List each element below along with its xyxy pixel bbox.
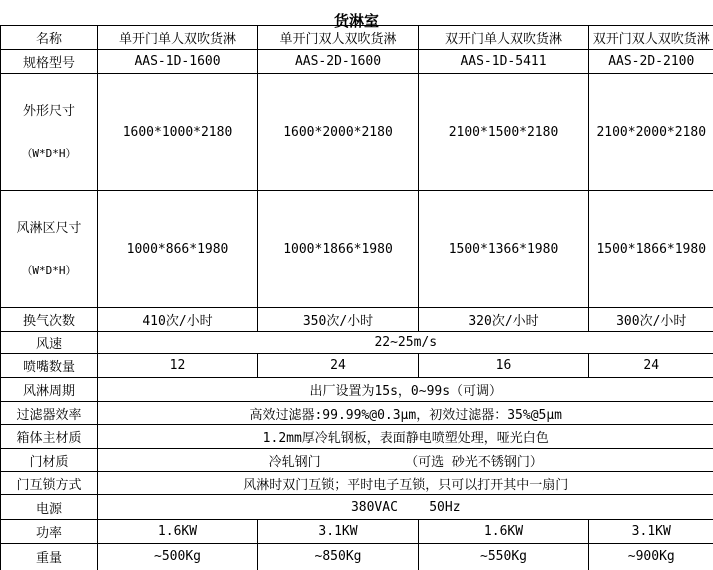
cell-value: ~850Kg xyxy=(258,544,419,570)
cell-merged-value: 出厂设置为15s，0~99s（可调） xyxy=(98,378,713,402)
header-model-4: 双开门双人双吹货淋 xyxy=(589,26,713,50)
page-title: 货淋室 xyxy=(0,0,713,25)
row-label-sub: （W*D*H） xyxy=(3,265,95,277)
row-door-material xyxy=(1,449,713,472)
row-label: 重量 xyxy=(1,544,98,570)
row-label xyxy=(1,191,98,308)
cell-value: 1.6KW xyxy=(98,520,258,544)
cell-merged-value: 1.2mm厚冷轧钢板，表面静电喷塑处理，哑光白色 xyxy=(98,425,713,449)
cell-value: 16 xyxy=(419,354,589,378)
row-label: 风速 xyxy=(1,332,98,354)
row-power xyxy=(1,520,713,544)
row-label-main: 风淋区尺寸 xyxy=(3,221,95,236)
table-header-row xyxy=(1,26,713,50)
cell-value: 410次/小时 xyxy=(98,308,258,332)
cell-value: 1000*1866*1980 xyxy=(258,191,419,308)
cell-value: 1600*2000*2180 xyxy=(258,74,419,191)
row-label: 门材质 xyxy=(1,449,98,472)
row-outer-dimensions xyxy=(1,74,713,191)
row-shower-zone-dimensions xyxy=(1,191,713,308)
cell-value: ~550Kg xyxy=(419,544,589,570)
cell-merged-value: 风淋时双门互锁；平时电子互锁，只可以打开其中一扇门 xyxy=(98,472,713,495)
row-label: 风淋周期 xyxy=(1,378,98,402)
row-weight xyxy=(1,544,713,570)
row-air-speed xyxy=(1,332,713,354)
row-spec-model xyxy=(1,50,713,74)
cell-value: 1.6KW xyxy=(419,520,589,544)
row-power-supply xyxy=(1,495,713,520)
cell-value: 300次/小时 xyxy=(589,308,713,332)
cell-value: 24 xyxy=(258,354,419,378)
cell-merged-value: 高效过滤器:99.99%@0.3μm，初效过滤器：35%@5μm xyxy=(98,402,713,425)
row-label: 规格型号 xyxy=(1,50,98,74)
cell-value: ~900Kg xyxy=(589,544,713,570)
row-filter-efficiency xyxy=(1,402,713,425)
cell-value: 2100*2000*2180 xyxy=(589,74,713,191)
cell-value: AAS-2D-2100 xyxy=(589,50,713,74)
row-label: 电源 xyxy=(1,495,98,520)
cell-value: 3.1KW xyxy=(589,520,713,544)
row-door-interlock xyxy=(1,472,713,495)
row-nozzle-count xyxy=(1,354,713,378)
cell-merged-value: 22~25m/s xyxy=(98,332,713,354)
cell-value: 12 xyxy=(98,354,258,378)
cell-value: 1500*1866*1980 xyxy=(589,191,713,308)
row-cabinet-material xyxy=(1,425,713,449)
header-model-3: 双开门单人双吹货淋 xyxy=(419,26,589,50)
cell-value: 2100*1500*2180 xyxy=(419,74,589,191)
row-label: 功率 xyxy=(1,520,98,544)
row-label: 箱体主材质 xyxy=(1,425,98,449)
cell-value: 350次/小时 xyxy=(258,308,419,332)
row-label-main: 外形尺寸 xyxy=(3,104,95,119)
cell-value: 320次/小时 xyxy=(419,308,589,332)
header-name: 名称 xyxy=(1,26,98,50)
header-model-2: 单开门双人双吹货淋 xyxy=(258,26,419,50)
cell-value: 1500*1366*1980 xyxy=(419,191,589,308)
cell-value: 1600*1000*2180 xyxy=(98,74,258,191)
row-label xyxy=(1,74,98,191)
row-label: 过滤器效率 xyxy=(1,402,98,425)
row-label-sub: （W*D*H） xyxy=(3,148,95,160)
cell-value: 1000*866*1980 xyxy=(98,191,258,308)
row-shower-cycle xyxy=(1,378,713,402)
spec-table xyxy=(0,25,713,570)
row-air-changes xyxy=(1,308,713,332)
row-label: 门互锁方式 xyxy=(1,472,98,495)
cell-merged-value: 380VAC 50Hz xyxy=(98,495,713,520)
cell-value: AAS-1D-1600 xyxy=(98,50,258,74)
cell-value: 24 xyxy=(589,354,713,378)
row-label: 换气次数 xyxy=(1,308,98,332)
row-label: 喷嘴数量 xyxy=(1,354,98,378)
header-model-1: 单开门单人双吹货淋 xyxy=(98,26,258,50)
cell-value: AAS-2D-1600 xyxy=(258,50,419,74)
cell-merged-value: 冷轧钢门 （可选 砂光不锈钢门） xyxy=(98,449,713,472)
cell-value: 3.1KW xyxy=(258,520,419,544)
cell-value: ~500Kg xyxy=(98,544,258,570)
cell-value: AAS-1D-5411 xyxy=(419,50,589,74)
